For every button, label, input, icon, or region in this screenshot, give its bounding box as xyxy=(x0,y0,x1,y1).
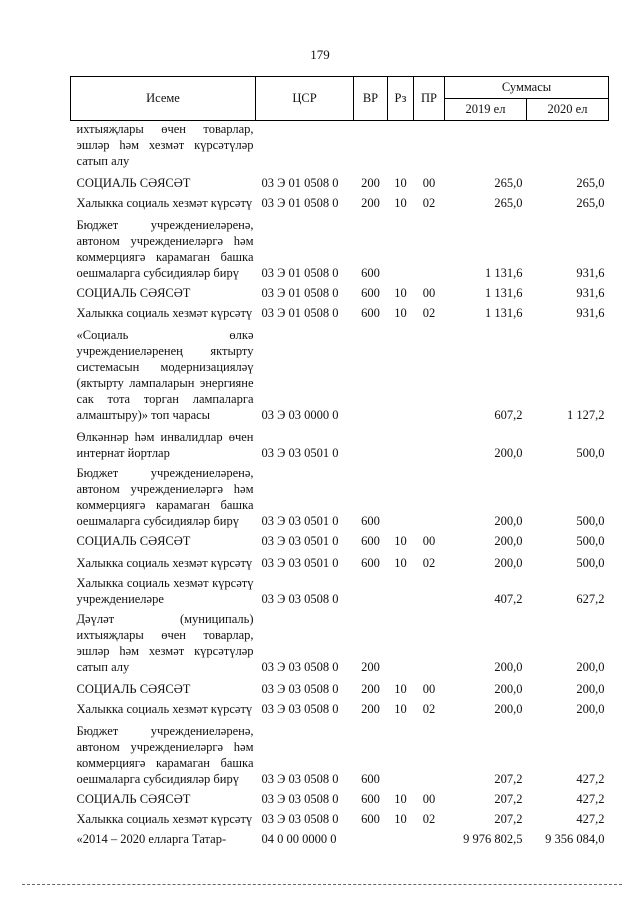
table-row xyxy=(71,717,609,787)
row-rz: 10 xyxy=(394,682,407,696)
table-row xyxy=(71,807,609,827)
row-rz xyxy=(388,321,414,423)
row-rz: 10 xyxy=(394,792,407,806)
row-pr: 02 xyxy=(422,812,436,826)
row-csr: 03 Э 01 0508 0 xyxy=(261,266,339,280)
row-rz: 10 xyxy=(394,306,407,320)
row-vr: 600 xyxy=(361,266,380,280)
row-sum-2019: 200,0 xyxy=(494,556,523,570)
row-sum-2020: 627,2 xyxy=(576,592,605,606)
row-rz: 10 xyxy=(394,286,407,300)
row-csr: 04 0 00 0000 0 xyxy=(261,832,337,846)
row-pr xyxy=(414,121,445,170)
header-sums: Суммасы xyxy=(445,77,609,99)
row-pr: 02 xyxy=(422,196,436,210)
row-pr: 00 xyxy=(422,682,436,696)
page-number: 179 xyxy=(310,47,330,62)
row-name: «Социаль өлкә учреждениеләренең яктырту системасын модернизацияләү (яктырту лампаларын энергияне сак тота торган лампаларга алмаштыру)» топ чарасы xyxy=(76,328,254,422)
row-name: СОЦИАЛЬ СӘЯСӘТ xyxy=(76,682,191,696)
row-rz xyxy=(388,571,414,607)
row-vr: 600 xyxy=(361,772,380,786)
row-sum-2019: 200,0 xyxy=(494,514,523,528)
header-csr: ЦСР xyxy=(256,77,354,121)
header-year-2020: 2020 ел xyxy=(527,99,609,121)
row-name: СОЦИАЛЬ СӘЯСӘТ xyxy=(76,534,191,548)
bottom-divider xyxy=(22,884,622,885)
row-vr xyxy=(354,827,388,847)
row-csr: 03 Э 03 0508 0 xyxy=(261,812,339,826)
row-vr xyxy=(354,121,388,170)
row-name: Бюджет учреждениеләренә, автоном учреждениеләргә һәм коммерциягә карамаган башка оешмаларга субсидияләр бирү xyxy=(76,218,254,280)
row-name: СОЦИАЛЬ СӘЯСӘТ xyxy=(76,286,191,300)
row-rz: 10 xyxy=(394,702,407,716)
row-vr: 200 xyxy=(361,702,380,716)
header-vr: ВР xyxy=(354,77,388,121)
row-vr: 600 xyxy=(361,812,380,826)
row-pr: 00 xyxy=(422,286,436,300)
row-pr xyxy=(414,571,445,607)
table-row xyxy=(71,423,609,461)
row-sum-2019: 1 131,6 xyxy=(485,286,523,300)
row-pr: 00 xyxy=(422,176,436,190)
row-sum-2020: 500,0 xyxy=(576,446,605,460)
row-csr: 03 Э 03 0501 0 xyxy=(261,514,339,528)
table-row xyxy=(71,697,609,717)
row-vr: 600 xyxy=(361,792,380,806)
row-sum-2020 xyxy=(527,121,609,170)
row-pr xyxy=(414,607,445,675)
row-name: «2014 – 2020 елларга Татар- xyxy=(76,832,227,846)
row-vr: 600 xyxy=(361,534,380,548)
row-pr: 02 xyxy=(422,556,436,570)
row-sum-2019: 207,2 xyxy=(494,792,523,806)
table-row xyxy=(71,571,609,607)
row-csr: 03 Э 03 0501 0 xyxy=(261,534,339,548)
row-sum-2019: 607,2 xyxy=(494,408,523,422)
row-sum-2020: 9 356 084,0 xyxy=(545,832,605,846)
row-name: Халыкка социаль хезмәт күрсәтү xyxy=(76,306,253,320)
row-sum-2020: 1 127,2 xyxy=(567,408,605,422)
table-row xyxy=(71,529,609,549)
row-sum-2020: 500,0 xyxy=(576,556,605,570)
row-pr xyxy=(414,827,445,847)
header-rz: Рз xyxy=(388,77,414,121)
row-pr: 02 xyxy=(422,702,436,716)
row-sum-2019: 207,2 xyxy=(494,812,523,826)
row-rz: 10 xyxy=(394,556,407,570)
row-pr: 00 xyxy=(422,534,436,548)
row-sum-2020: 200,0 xyxy=(576,702,605,716)
row-csr: 03 Э 01 0508 0 xyxy=(261,286,339,300)
row-rz: 10 xyxy=(394,196,407,210)
row-sum-2020: 427,2 xyxy=(576,772,605,786)
row-sum-2020: 500,0 xyxy=(576,534,605,548)
header-year-2019: 2019 ел xyxy=(445,99,527,121)
row-name: Халыкка социаль хезмәт күрсәтү xyxy=(76,702,253,716)
row-pr xyxy=(414,211,445,281)
row-vr: 200 xyxy=(361,176,380,190)
row-csr xyxy=(256,121,354,170)
row-rz: 10 xyxy=(394,534,407,548)
row-sum-2019: 1 131,6 xyxy=(485,266,523,280)
row-name: СОЦИАЛЬ СӘЯСӘТ xyxy=(76,792,191,806)
row-sum-2020: 265,0 xyxy=(576,176,605,190)
row-vr: 200 xyxy=(361,682,380,696)
row-vr xyxy=(354,571,388,607)
row-vr: 600 xyxy=(361,306,380,320)
row-sum-2020: 427,2 xyxy=(576,812,605,826)
row-pr: 02 xyxy=(422,306,436,320)
header-pr: ПР xyxy=(414,77,445,121)
row-sum-2020: 200,0 xyxy=(576,660,605,674)
row-sum-2019: 200,0 xyxy=(494,446,523,460)
table-row xyxy=(71,321,609,423)
row-sum-2020: 265,0 xyxy=(576,196,605,210)
row-csr: 03 Э 01 0508 0 xyxy=(261,196,339,210)
row-sum-2020: 200,0 xyxy=(576,682,605,696)
row-vr: 200 xyxy=(361,196,380,210)
row-rz xyxy=(388,827,414,847)
row-csr: 03 Э 03 0508 0 xyxy=(261,702,339,716)
row-csr: 03 Э 03 0508 0 xyxy=(261,772,339,786)
row-rz xyxy=(388,607,414,675)
row-sum-2020: 931,6 xyxy=(576,266,605,280)
table-row xyxy=(71,211,609,281)
row-sum-2019 xyxy=(445,121,527,170)
row-pr xyxy=(414,423,445,461)
row-pr xyxy=(414,461,445,529)
row-pr xyxy=(414,321,445,423)
row-csr: 03 Э 01 0508 0 xyxy=(261,176,339,190)
row-name: Дәүләт (муниципаль) ихтыяҗлары өчен товарлар, эшләр һәм хезмәт күрсәтүләр сатып алу xyxy=(76,612,254,674)
table-row xyxy=(71,675,609,697)
row-sum-2019: 407,2 xyxy=(494,592,523,606)
table-row xyxy=(71,281,609,301)
row-sum-2019: 200,0 xyxy=(494,534,523,548)
row-name: ихтыяҗлары өчен товарлар, эшләр һәм хезмәт күрсәтүләр сатып алу xyxy=(76,122,254,168)
row-csr: 03 Э 01 0508 0 xyxy=(261,306,339,320)
header-name: Исеме xyxy=(71,77,256,121)
row-vr xyxy=(354,321,388,423)
table-row xyxy=(71,549,609,571)
row-sum-2020: 500,0 xyxy=(576,514,605,528)
table-row xyxy=(71,169,609,191)
table-row xyxy=(71,827,609,847)
row-sum-2019: 207,2 xyxy=(494,772,523,786)
row-name: Бюджет учреждениеләренә, автоном учреждениеләргә һәм коммерциягә карамаган башка оешмаларга субсидияләр бирү xyxy=(76,466,254,528)
row-sum-2019: 200,0 xyxy=(494,660,523,674)
row-sum-2020: 931,6 xyxy=(576,286,605,300)
row-rz: 10 xyxy=(394,176,407,190)
row-rz xyxy=(388,121,414,170)
row-csr: 03 Э 03 0508 0 xyxy=(261,682,339,696)
row-csr: 03 Э 03 0508 0 xyxy=(261,592,339,606)
row-vr xyxy=(354,423,388,461)
row-name: Халыкка социаль хезмәт күрсәтү учреждениеләре xyxy=(76,576,254,606)
row-name: Халыкка социаль хезмәт күрсәтү xyxy=(76,556,253,570)
row-sum-2019: 200,0 xyxy=(494,682,523,696)
row-rz: 10 xyxy=(394,812,407,826)
row-rz xyxy=(388,423,414,461)
row-name: Халыкка социаль хезмәт күрсәтү xyxy=(76,196,253,210)
row-sum-2020: 427,2 xyxy=(576,792,605,806)
row-pr: 00 xyxy=(422,792,436,806)
row-name: Бюджет учреждениеләренә, автоном учреждениеләргә һәм коммерциягә карамаган башка оешмаларга субсидияләр бирү xyxy=(76,724,254,786)
budget-table xyxy=(70,76,609,847)
row-sum-2019: 9 976 802,5 xyxy=(463,832,523,846)
table-row xyxy=(71,301,609,321)
row-name: Халыкка социаль хезмәт күрсәтү xyxy=(76,812,253,826)
table-row xyxy=(71,461,609,529)
row-pr xyxy=(414,717,445,787)
row-vr: 600 xyxy=(361,556,380,570)
row-name: Өлкәннәр һәм инвалидлар өчен интернат йортлар xyxy=(76,430,254,460)
row-sum-2019: 200,0 xyxy=(494,702,523,716)
table-row xyxy=(71,191,609,211)
row-rz xyxy=(388,211,414,281)
row-csr: 03 Э 03 0501 0 xyxy=(261,556,339,570)
row-vr: 600 xyxy=(361,514,380,528)
row-vr: 600 xyxy=(361,286,380,300)
row-csr: 03 Э 03 0508 0 xyxy=(261,792,339,806)
table-body xyxy=(71,121,609,848)
row-csr: 03 Э 03 0508 0 xyxy=(261,660,339,674)
row-sum-2019: 265,0 xyxy=(494,196,523,210)
row-sum-2020: 931,6 xyxy=(576,306,605,320)
row-rz xyxy=(388,461,414,529)
row-vr: 200 xyxy=(361,660,380,674)
row-name: СОЦИАЛЬ СӘЯСӘТ xyxy=(76,176,191,190)
table-row xyxy=(71,787,609,807)
table-header xyxy=(71,77,609,121)
row-sum-2019: 265,0 xyxy=(494,176,523,190)
row-csr: 03 Э 03 0000 0 xyxy=(261,408,339,422)
row-sum-2019: 1 131,6 xyxy=(485,306,523,320)
table-row xyxy=(71,607,609,675)
table-row xyxy=(71,121,609,170)
row-csr: 03 Э 03 0501 0 xyxy=(261,446,339,460)
row-rz xyxy=(388,717,414,787)
